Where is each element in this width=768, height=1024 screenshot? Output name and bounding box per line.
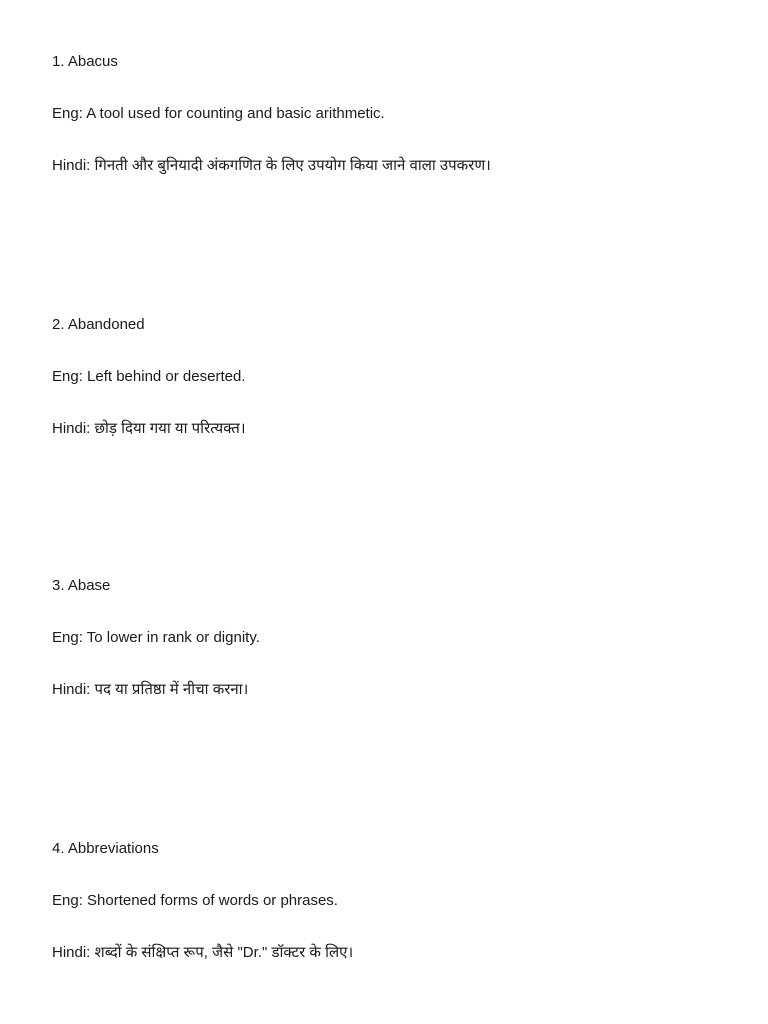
entry-term: 4. Abbreviations bbox=[52, 840, 159, 857]
entry-hindi-definition: Hindi: पद या प्रतिष्ठा में नीचा करना। bbox=[52, 681, 249, 698]
entry-english-definition: Eng: To lower in rank or dignity. bbox=[52, 629, 260, 646]
entry-hindi-definition: Hindi: छोड़ दिया गया या परित्यक्त। bbox=[52, 420, 246, 437]
entry-english-definition: Eng: Left behind or deserted. bbox=[52, 368, 246, 385]
entry-english-definition: Eng: Shortened forms of words or phrases. bbox=[52, 892, 338, 909]
entry-term: 1. Abacus bbox=[52, 53, 118, 70]
entry-hindi-definition: Hindi: गिनती और बुनियादी अंकगणित के लिए उपयोग किया जाने वाला उपकरण। bbox=[52, 157, 491, 174]
entry-term: 3. Abase bbox=[52, 577, 111, 594]
entry-term: 2. Abandoned bbox=[52, 316, 145, 333]
entry-hindi-definition: Hindi: शब्दों के संक्षिप्त रूप, जैसे "Dr." डॉक्टर के लिए। bbox=[52, 944, 354, 961]
entry-english-definition: Eng: A tool used for counting and basic arithmetic. bbox=[52, 105, 385, 122]
